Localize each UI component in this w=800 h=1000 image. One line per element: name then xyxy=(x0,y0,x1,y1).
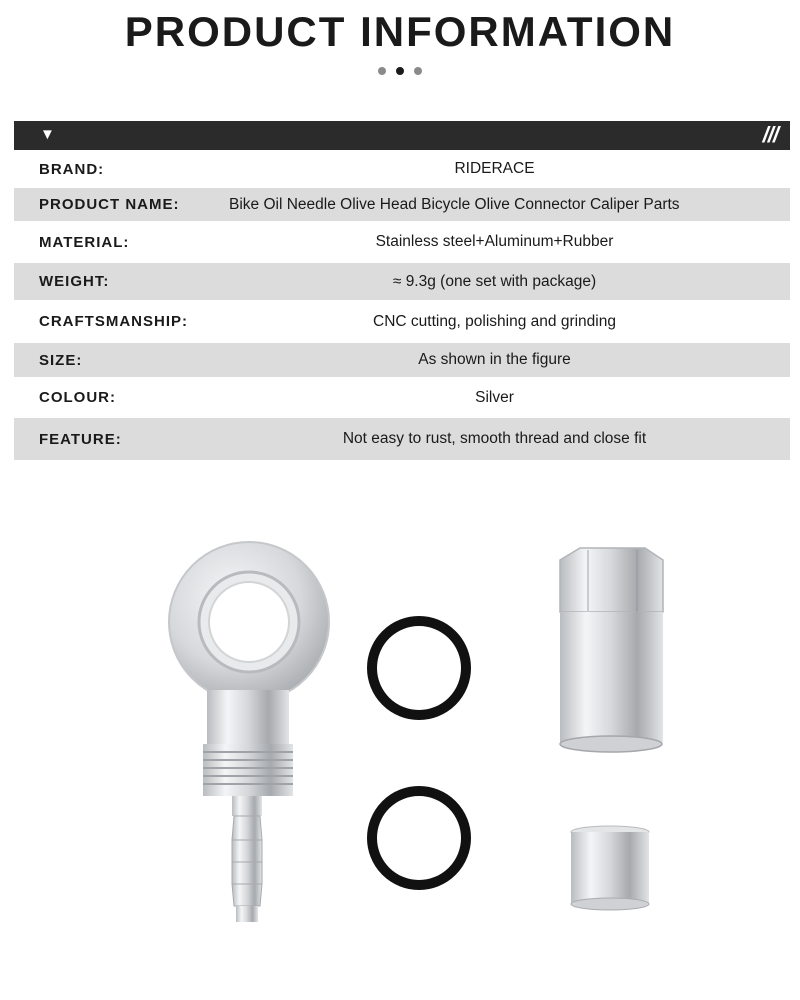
spec-label: BRAND: xyxy=(39,160,105,178)
spec-label: PRODUCT NAME: xyxy=(39,196,180,213)
spec-value: Stainless steel+Aluminum+Rubber xyxy=(375,233,614,250)
spec-row-feature xyxy=(14,418,790,460)
triple-slash-icon: /// xyxy=(762,122,778,147)
spec-label: CRAFTSMANSHIP: xyxy=(39,313,188,330)
page-title: PRODUCT INFORMATION xyxy=(124,8,676,55)
dot-1 xyxy=(378,67,386,75)
olive-sleeve xyxy=(571,826,649,910)
spec-value: Bike Oil Needle Olive Head Bicycle Olive Connector Caliper Parts xyxy=(229,195,680,213)
spec-row-craftsmanship xyxy=(14,300,790,343)
spec-row-colour xyxy=(14,377,790,418)
dot-2-active xyxy=(396,67,404,75)
hex-connector-nut xyxy=(560,548,663,752)
spec-label: FEATURE: xyxy=(39,430,122,448)
down-triangle-icon: ▼ xyxy=(40,126,55,143)
o-ring-bottom xyxy=(372,791,466,885)
spec-table xyxy=(14,150,790,460)
spec-value: CNC cutting, polishing and grinding xyxy=(373,312,616,330)
spec-value: Not easy to rust, smooth thread and close fit xyxy=(342,430,647,447)
spec-row-weight xyxy=(14,263,790,300)
spec-row-brand xyxy=(14,150,790,188)
spec-label: WEIGHT: xyxy=(39,273,110,290)
banjo-fitting xyxy=(169,542,329,922)
spec-row-material xyxy=(14,221,790,263)
o-ring-top xyxy=(372,621,466,715)
spec-value: RIDERACE xyxy=(454,160,535,177)
spec-value: As shown in the figure xyxy=(418,351,571,368)
spec-value: Silver xyxy=(475,388,514,406)
pagination-dots xyxy=(0,62,800,80)
spec-row-size xyxy=(14,343,790,377)
spec-label: SIZE: xyxy=(39,351,83,369)
spec-label: COLOUR: xyxy=(39,389,116,406)
section-header-bar xyxy=(14,121,790,150)
dot-3 xyxy=(414,67,422,75)
spec-value: ≈ 9.3g (one set with package) xyxy=(392,272,597,290)
spec-row-product-name xyxy=(14,188,790,221)
product-photo xyxy=(0,520,800,940)
spec-label: MATERIAL: xyxy=(39,233,130,251)
